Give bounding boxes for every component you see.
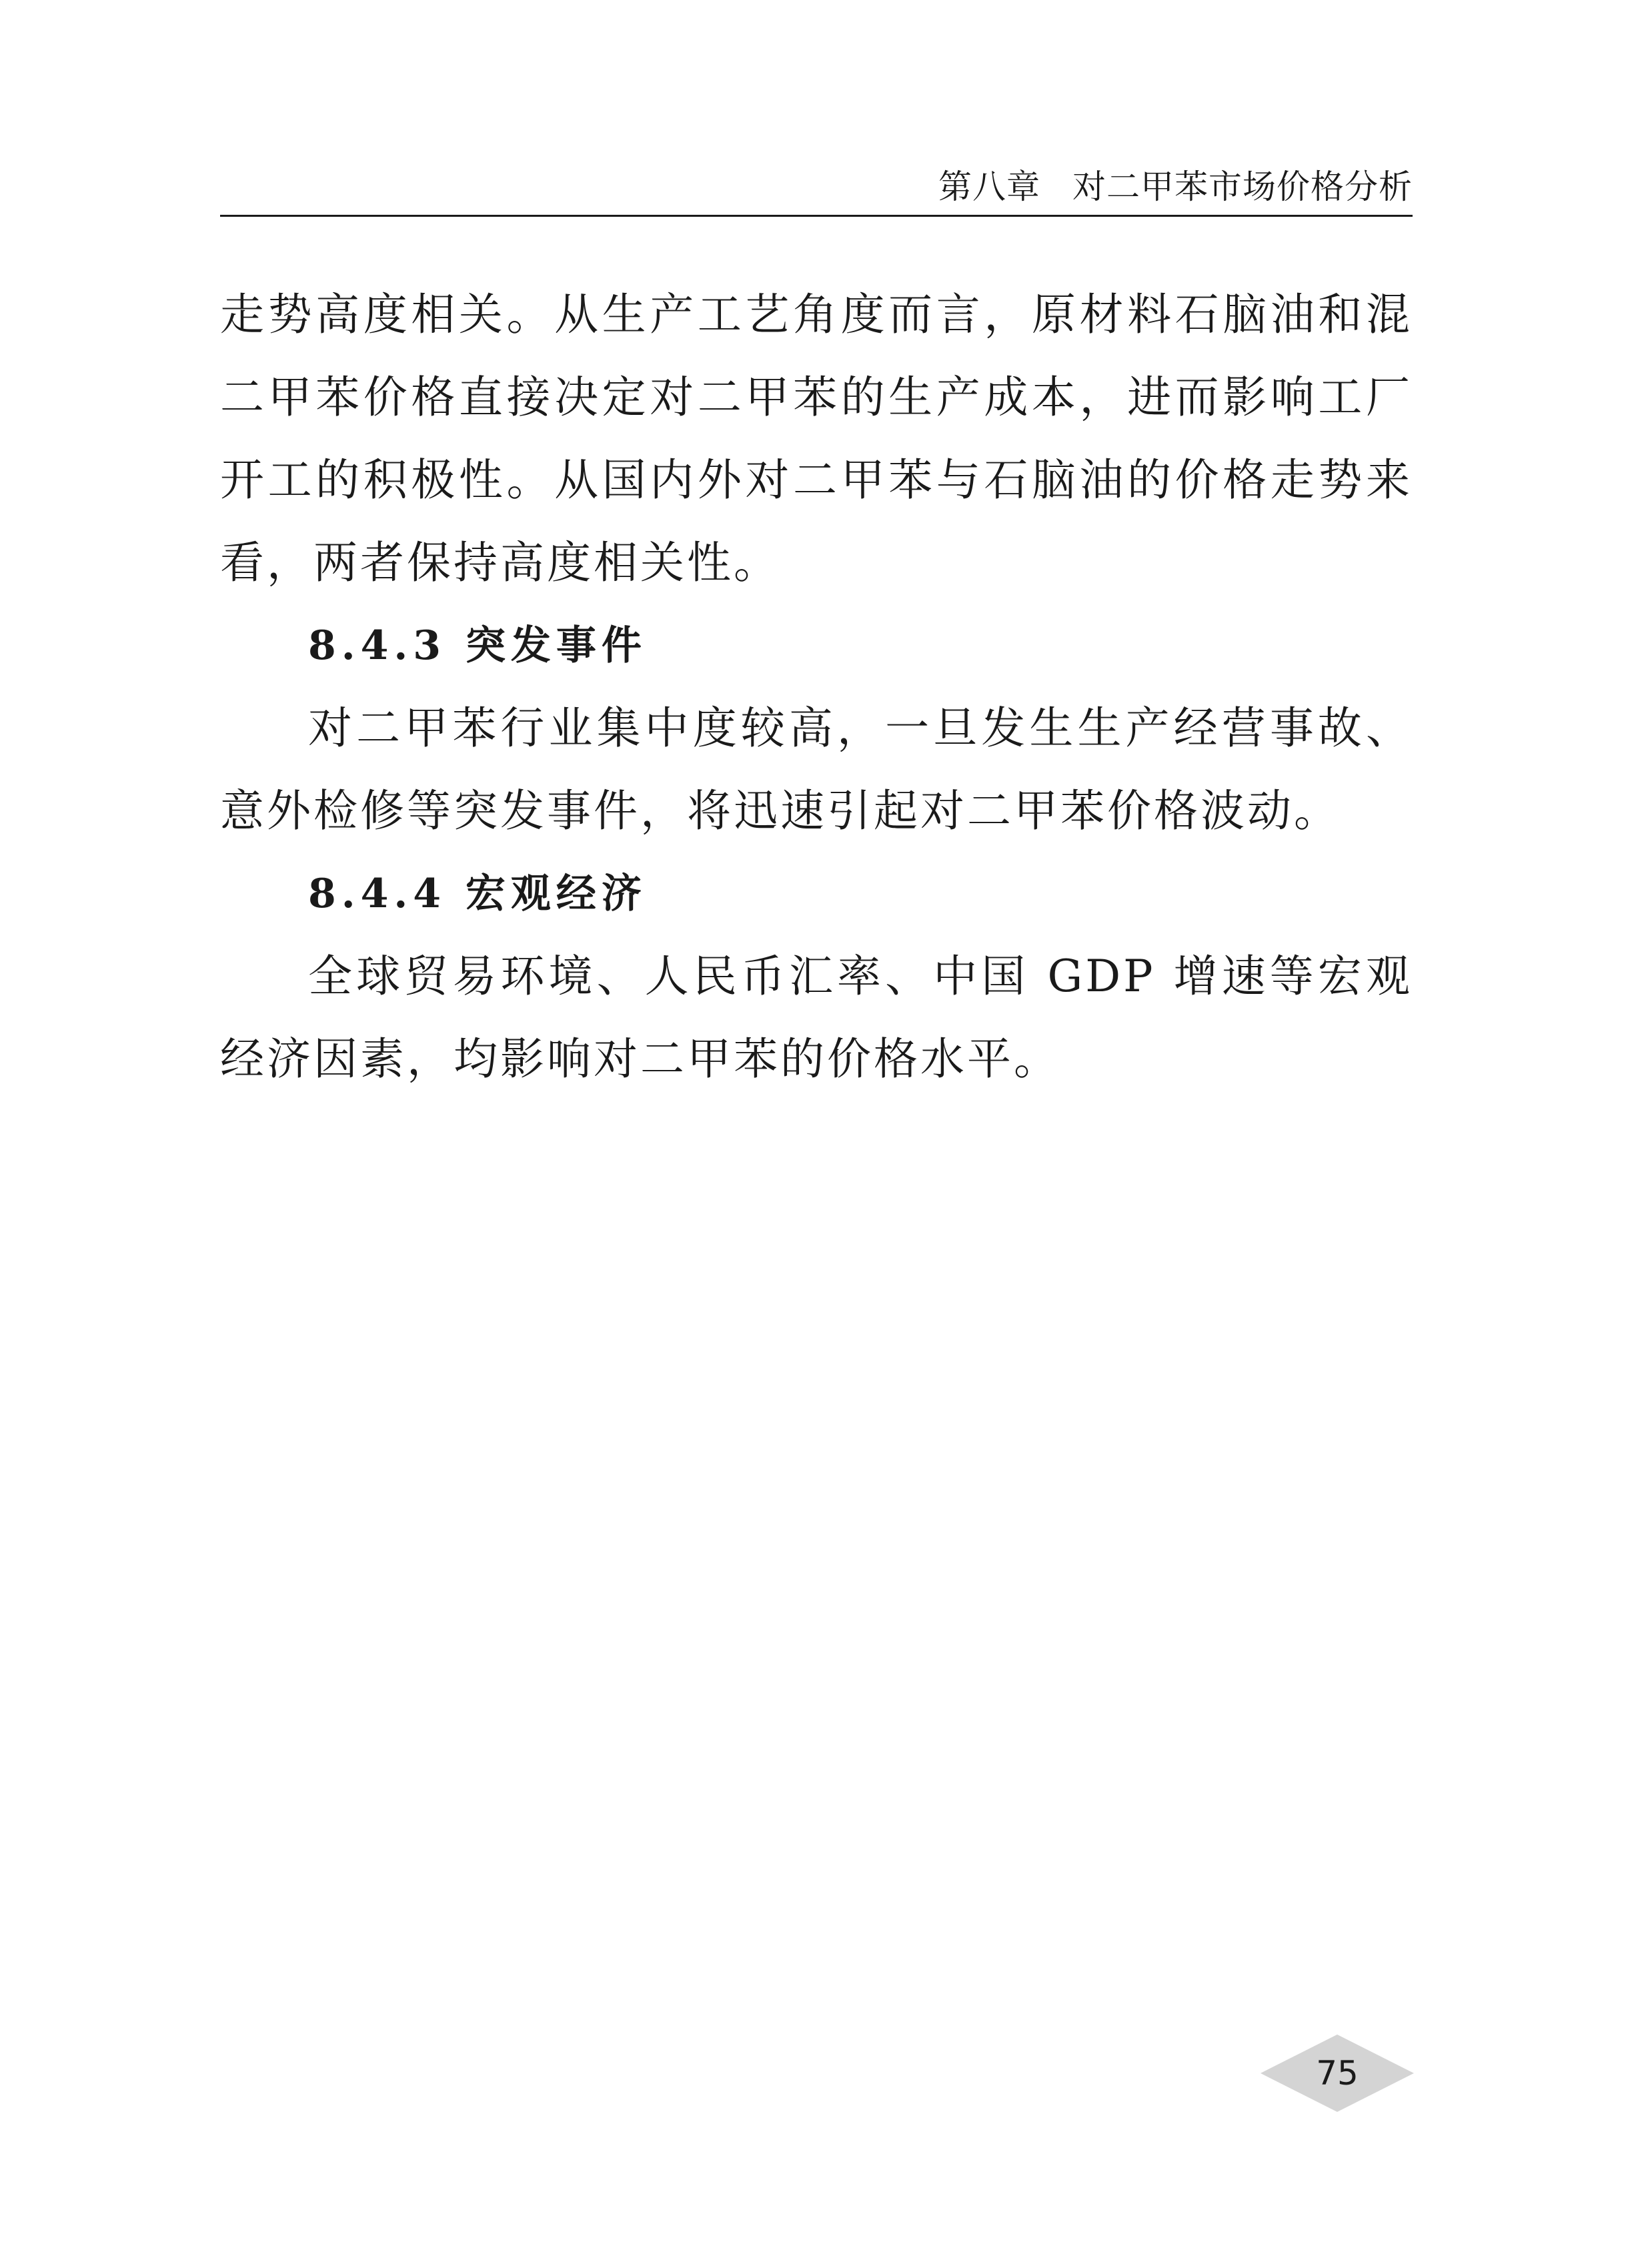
- paragraph-continued: 走势高度相关。从生产工艺角度而言，原材料石脑油和混二甲苯价格直接决定对二甲苯的生产成本，进而影响工厂开工的积极性。从国内外对二甲苯与石脑油的价格走势来看，两者保持高度相关性。: [220, 289, 1413, 588]
- paragraph-emergencies: 对二甲苯行业集中度较高，一旦发生生产经营事故、意外检修等突发事件，将迅速引起对二甲苯价格波动。: [220, 702, 1413, 836]
- chapter-title: 对二甲苯市场价格分析: [1072, 167, 1413, 206]
- page-number: 75: [1316, 2054, 1359, 2093]
- section-heading-8-4-3: 8.4.3 突发事件: [308, 622, 647, 669]
- page-body: [220, 273, 1413, 1101]
- page-number-badge: [1261, 2035, 1414, 2112]
- paragraph-macroeconomy: 全球贸易环境、人民币汇率、中国 GDP 增速等宏观经济因素，均影响对二甲苯的价格水平。: [220, 951, 1413, 1085]
- section-heading-8-4-4: 8.4.4 宏观经济: [308, 871, 647, 917]
- chapter-number: 第八章: [938, 167, 1040, 206]
- running-head: [220, 159, 1413, 217]
